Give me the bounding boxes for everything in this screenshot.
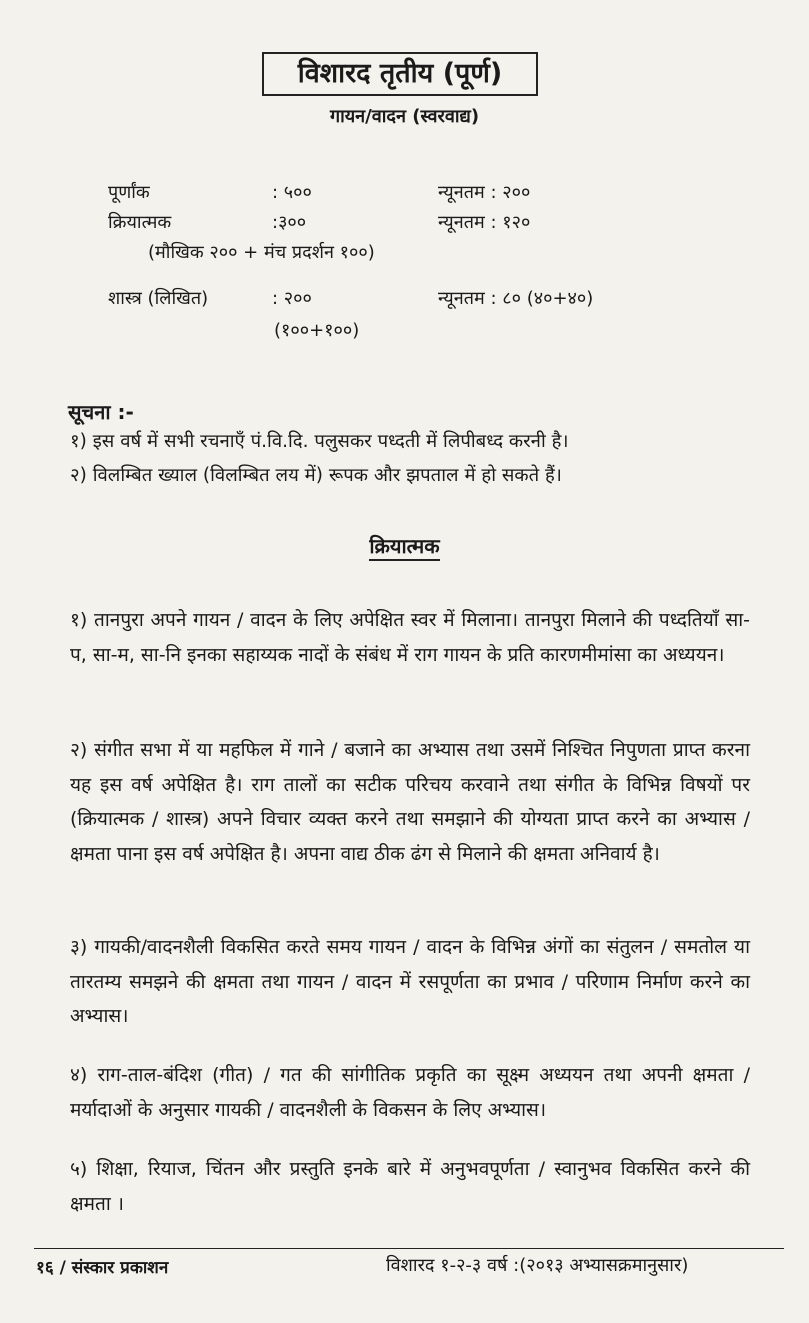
paragraph: ५) शिक्षा, रियाज, चिंतन और प्रस्तुति इनके बारे में अनुभवपूर्णता / स्वानुभव विकसित करने की क्षमता ।	[70, 1158, 750, 1215]
theory-value: : २००	[272, 288, 312, 309]
section-heading-text: क्रियात्मक	[369, 534, 439, 561]
total-value: : ५००	[272, 182, 312, 203]
total-label: पूर्णांक	[108, 182, 150, 203]
paragraph: ४) राग-ताल-बंदिश (गीत) / गत की सांगीतिक प्रकृति का सूक्ष्म अध्ययन तथा अपनी क्षमता / मर्यादाओं के अनुसार गायकी / वादनशैली के विकसन के लिए अभ्यास।	[70, 1064, 750, 1121]
paragraph: ३) गायकी/वादनशैली विकसित करते समय गायन / वादन के विभिन्न अंगों का संतुलन / समतोल या तारतम्य समझने की क्षमता तथा गायन / वादन में रसपूर्णता का प्रभाव / परिणाम निर्माण करने का अभ्यास।	[70, 936, 750, 1027]
theory-minimum: न्यूनतम : ८० (४०+४०)	[438, 288, 594, 309]
practical-value: :३००	[272, 212, 307, 233]
paragraph: २) संगीत सभा में या महफिल में गाने / बजाने का अभ्यास तथा उसमें निश्चित निपुणता प्राप्त करना यह इस वर्ष अपेक्षित है। राग तालों का सटीक परिचय करवाने तथा संगीत के विभिन्न विषयों पर (क्रियात्मक / शास्त्र) अपने विचार व्यक्त करने तथा समझाने की योग्यता प्राप्त करने का अभ्यास / क्षमता पाना इस वर्ष अपेक्षित है। अपना वाद्य ठीक ढंग से मिलाने की क्षमता अनिवार्य है।	[70, 739, 750, 865]
footer-publisher: १६ / संस्कार प्रकाशन	[36, 1258, 169, 1278]
footer-divider	[34, 1248, 784, 1249]
theory-label: शास्त्र (लिखित)	[108, 288, 209, 309]
page-subtitle: गायन/वादन (स्वरवाद्य)	[329, 106, 480, 127]
notice-item: १) इस वर्ष में सभी रचनाएँ पं.वि.दि. पलुसकर पध्दती में लिपीबध्द करनी है।	[70, 431, 569, 452]
practical-minimum: न्यूनतम : १२०	[438, 212, 531, 233]
total-minimum: न्यूनतम : २००	[438, 182, 531, 203]
footer-book-title: विशारद १-२-३ वर्ष :(२०१३ अभ्यासक्रमानुसार)	[386, 1255, 689, 1276]
practical-label: क्रियात्मक	[108, 212, 172, 233]
practical-note: (मौखिक २०० + मंच प्रदर्शन १००)	[148, 242, 375, 263]
page-title: विशारद तृतीय (पूर्ण)	[262, 52, 538, 96]
section-heading	[0, 532, 809, 559]
theory-note: (१००+१००)	[274, 320, 360, 341]
notice-heading: सूचना :-	[68, 400, 134, 424]
paragraph: १) तानपुरा अपने गायन / वादन के लिए अपेक्षित स्वर में मिलाना। तानपुरा मिलाने की पध्दतियाँ सा-प, सा-म, सा-नि इनका सहाय्यक नादों के संबंध में राग गायन के प्रति कारणमीमांसा का अध्ययन।	[70, 609, 750, 666]
notice-item: २) विलम्बित ख्याल (विलम्बित लय में) रूपक और झपताल में हो सकते हैं।	[70, 465, 562, 486]
